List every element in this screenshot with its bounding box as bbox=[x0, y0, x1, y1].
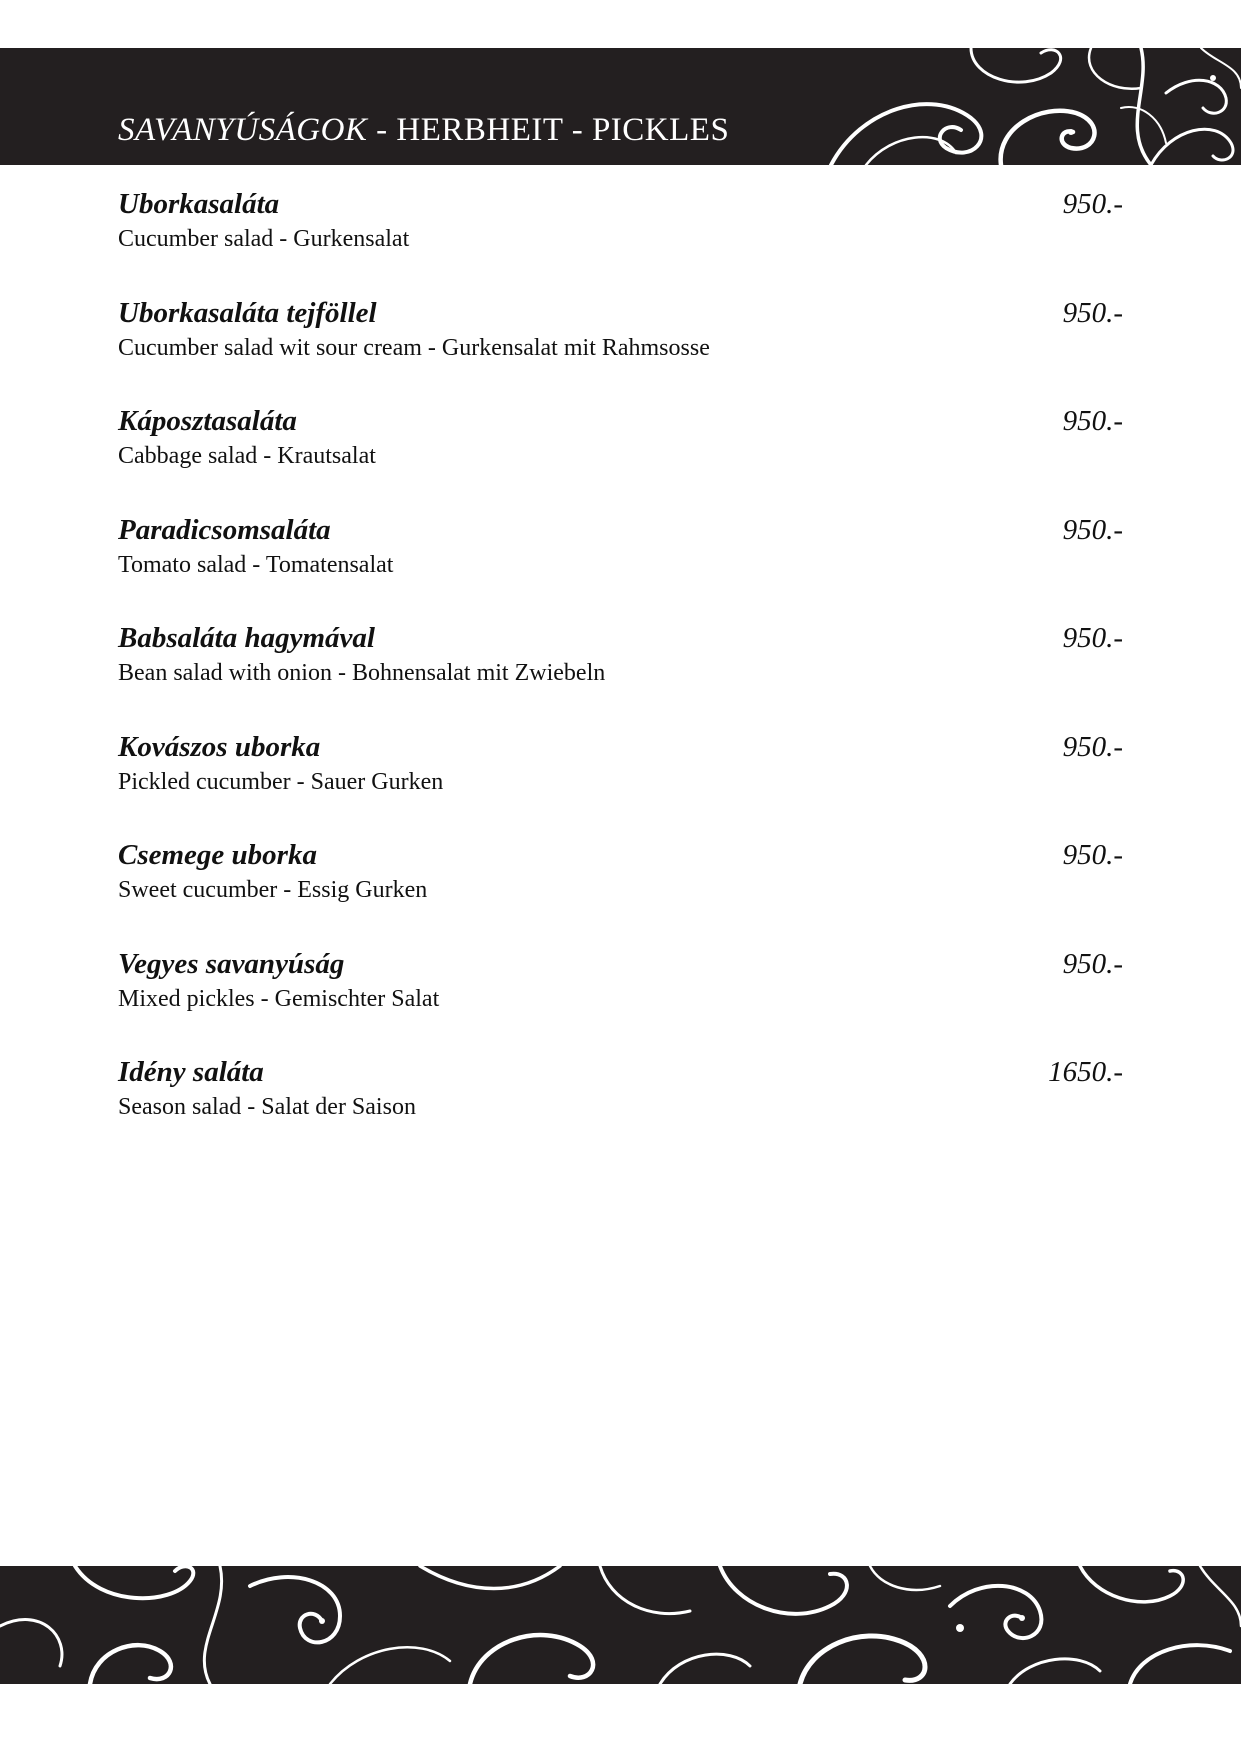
menu-item bbox=[118, 839, 1123, 948]
menu-item-name: Babsaláta hagymával bbox=[118, 622, 375, 654]
menu-item-name: Csemege uborka bbox=[118, 839, 317, 871]
menu-item bbox=[118, 731, 1123, 840]
menu-item-price: 950.- bbox=[1062, 622, 1123, 654]
menu-item-name: Uborkasaláta tejföllel bbox=[118, 296, 377, 329]
menu-item-description: Pickled cucumber - Sauer Gurken bbox=[118, 768, 444, 795]
menu-item bbox=[118, 405, 1123, 514]
page-title bbox=[118, 112, 729, 149]
menu-item-description: Bean salad with onion - Bohnensalat mit Zwiebeln bbox=[118, 660, 606, 686]
menu-item-description: Tomato salad - Tomatensalat bbox=[118, 551, 394, 578]
menu-item-description: Sweet cucumber - Essig Gurken bbox=[118, 877, 428, 903]
menu-item-description: Cucumber salad - Gurkensalat bbox=[118, 226, 410, 252]
menu-item-price: 950.- bbox=[1062, 839, 1123, 871]
menu-item-price: 950.- bbox=[1062, 405, 1123, 437]
menu-item-name: Káposztasaláta bbox=[118, 405, 297, 437]
menu-item-name: Uborkasaláta bbox=[118, 188, 280, 220]
menu-item bbox=[118, 188, 1123, 297]
menu-item-price: 950.- bbox=[1062, 513, 1123, 546]
menu-item-description: Cucumber salad wit sour cream - Gurkensalat mit Rahmsosse bbox=[118, 334, 710, 361]
header-band bbox=[0, 48, 1241, 165]
menu-item-price: 950.- bbox=[1062, 296, 1123, 329]
menu-item-price: 950.- bbox=[1062, 730, 1123, 763]
menu-item-name: Paradicsomsaláta bbox=[118, 513, 331, 546]
menu-item-description: Season salad - Salat der Saison bbox=[118, 1094, 416, 1120]
menu-item-name: Kovászos uborka bbox=[118, 730, 321, 763]
menu-item bbox=[118, 514, 1123, 623]
menu-item-price: 950.- bbox=[1062, 947, 1123, 980]
page-title-hungarian: SAVANYÚSÁGOK bbox=[118, 112, 368, 148]
menu-item-name: Idény saláta bbox=[118, 1056, 264, 1088]
menu-item bbox=[118, 297, 1123, 406]
menu-item-description: Cabbage salad - Krautsalat bbox=[118, 443, 376, 469]
menu-item-name: Vegyes savanyúság bbox=[118, 947, 345, 980]
page-title-translations: - HERBHEIT - PICKLES bbox=[367, 112, 730, 148]
menu-item bbox=[118, 948, 1123, 1057]
menu-item-price: 1650.- bbox=[1048, 1056, 1123, 1088]
menu-item bbox=[118, 1056, 1123, 1165]
header-swirl-ornament-icon bbox=[821, 48, 1241, 165]
menu-list bbox=[118, 188, 1123, 1165]
menu-item-description: Mixed pickles - Gemischter Salat bbox=[118, 985, 440, 1012]
menu-item bbox=[118, 622, 1123, 731]
footer-swirl-ornament-icon bbox=[0, 1566, 1241, 1684]
footer-band bbox=[0, 1566, 1241, 1684]
menu-item-price: 950.- bbox=[1062, 188, 1123, 220]
